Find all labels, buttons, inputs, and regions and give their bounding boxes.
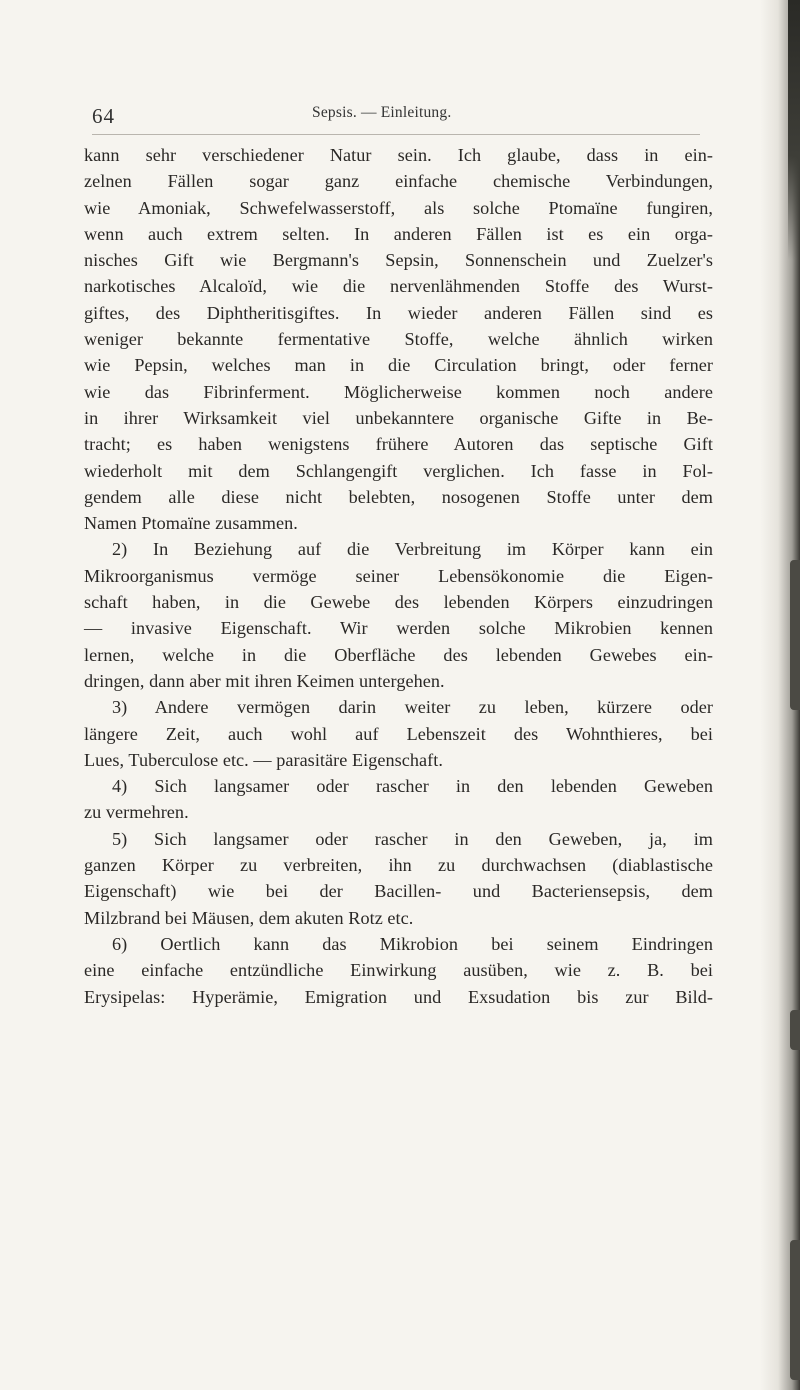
text-line: gendem alle diese nicht belebten, nosogenen Stoffe unter dem	[84, 486, 713, 507]
body-text	[84, 142, 713, 1010]
text-line: Namen Ptomaïne zusammen.	[84, 513, 298, 534]
text-line: kann sehr verschiedener Natur sein. Ich glaube, dass in ein-	[84, 145, 713, 165]
text-line: 6) Oertlich kann das Mikrobion bei seinem Eindringen	[112, 933, 713, 954]
text-line: giftes, des Diphtheritisgiftes. In wieder anderen Fällen sind es	[84, 302, 713, 323]
text-line: 3) Andere vermögen darin weiter zu leben, kürzere oder	[112, 697, 713, 718]
text-line: wie Pepsin, welches man in die Circulation bringt, oder ferner	[84, 355, 713, 376]
text-line: wenn auch extrem selten. In anderen Fällen ist es ein orga-	[84, 223, 713, 244]
text-line: ganzen Körper zu verbreiten, ihn zu durchwachsen (diablastische	[84, 855, 713, 876]
text-line: Milzbrand bei Mäusen, dem akuten Rotz etc.	[84, 907, 414, 928]
text-line: eine einfache entzündliche Einwirkung ausüben, wie z. B. bei	[84, 960, 713, 981]
page-binding-mark	[790, 560, 800, 710]
text-line: zu vermehren.	[84, 802, 189, 823]
header-rule	[92, 134, 700, 135]
text-line: dringen, dann aber mit ihren Keimen untergehen.	[84, 670, 445, 691]
text-line: Eigenschaft) wie bei der Bacillen- und Bacteriensepsis, dem	[84, 881, 713, 902]
text-line: zelnen Fällen sogar ganz einfache chemische Verbindungen,	[84, 171, 713, 192]
text-line: wie das Fibrinferment. Möglicherweise kommen noch andere	[84, 381, 713, 402]
text-line: 2) In Beziehung auf die Verbreitung im Körper kann ein	[112, 539, 713, 560]
text-line: lernen, welche in die Oberfläche des lebenden Gewebes ein-	[84, 644, 713, 665]
text-line: Mikroorganismus vermöge seiner Lebensökonomie die Eigen-	[84, 565, 713, 586]
running-head	[92, 100, 712, 136]
text-line: 4) Sich langsamer oder rascher in den lebenden Geweben	[112, 776, 713, 797]
page-binding-mark	[790, 1240, 800, 1380]
text-line: Lues, Tuberculose etc. — parasitäre Eigenschaft.	[84, 749, 443, 770]
text-line: längere Zeit, auch wohl auf Lebenszeit des Wohnthieres, bei	[84, 723, 713, 744]
page-binding-mark	[790, 1010, 800, 1050]
text-line: weniger bekannte fermentative Stoffe, welche ähnlich wirken	[84, 329, 713, 350]
text-line: Erysipelas: Hyperämie, Emigration und Exsudation bis zur Bild-	[84, 986, 713, 1007]
text-line: tracht; es haben wenigstens frühere Autoren das septische Gift	[84, 434, 713, 455]
page-binding-shadow	[788, 0, 800, 260]
running-title: Sepsis. — Einleitung.	[312, 104, 452, 121]
text-line: wie Amoniak, Schwefelwasserstoff, als solche Ptomaïne fungiren,	[84, 197, 713, 218]
text-line: narkotisches Alcaloïd, wie die nervenlähmenden Stoffe des Wurst-	[84, 276, 713, 297]
text-line: schaft haben, in die Gewebe des lebenden Körpers einzudringen	[84, 592, 713, 613]
text-line: nisches Gift wie Bergmann's Sepsin, Sonnenschein und Zuelzer's	[84, 250, 713, 271]
page-number: 64	[92, 104, 115, 128]
text-line: wiederholt mit dem Schlangengift verglichen. Ich fasse in Fol-	[84, 460, 713, 481]
text-line: in ihrer Wirksamkeit viel unbekanntere organische Gifte in Be-	[84, 407, 713, 428]
text-line: 5) Sich langsamer oder rascher in den Geweben, ja, im	[112, 828, 713, 849]
text-line: — invasive Eigenschaft. Wir werden solche Mikrobien kennen	[84, 618, 713, 639]
